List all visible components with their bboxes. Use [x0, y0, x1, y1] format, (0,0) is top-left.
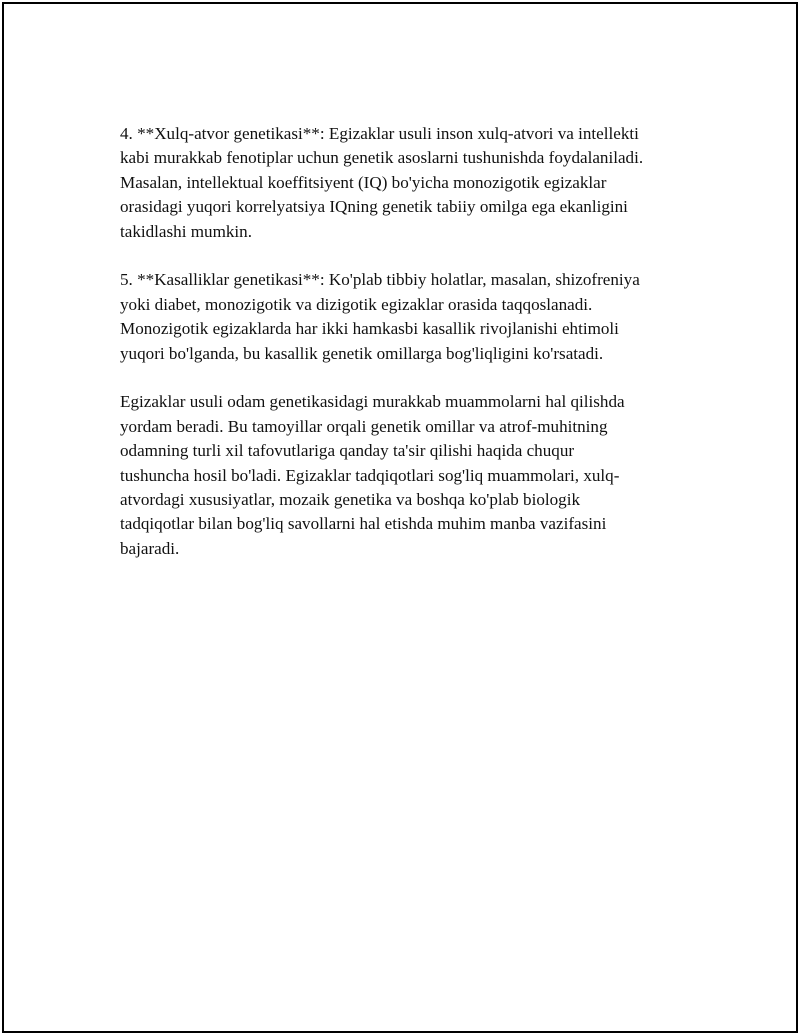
page-frame — [2, 2, 798, 1033]
text-line: yoki diabet, monozigotik va dizigotik egizaklar orasida taqqoslanadi. — [120, 294, 593, 314]
text-line: kabi murakkab fenotiplar uchun genetik asoslarni tushunishda foydalaniladi. — [120, 148, 644, 168]
text-line: takidlashi mumkin. — [120, 221, 252, 241]
text-line: odamning turli xil tafovutlariga qanday ta'sir qilishi haqida chuqur — [120, 441, 575, 461]
paragraph-disease-genetics — [120, 268, 700, 366]
text-line: Monozigotik egizaklarda har ikki hamkasbi kasallik rivojlanishi ehtimoli — [120, 319, 619, 339]
text-line: orasidagi yuqori korrelyatsiya IQning genetik tabiiy omilga ega ekanligini — [120, 197, 628, 217]
text-line: 4. **Xulq-atvor genetikasi**: Egizaklar usuli inson xulq-atvori va intellekti — [120, 124, 639, 143]
text-line: atvordagi xususiyatlar, mozaik genetika va boshqa ko'plab biologik — [120, 490, 581, 510]
text-line: yordam beradi. Bu tamoyillar orqali genetik omillar va atrof-muhitning — [120, 416, 608, 436]
text-line: 5. **Kasalliklar genetikasi**: Ko'plab tibbiy holatlar, masalan, shizofreniya — [120, 270, 640, 290]
text-line: yuqori bo'lganda, bu kasallik genetik omillarga bog'liqligini ko'rsatadi. — [120, 343, 604, 363]
paragraph-conclusion — [120, 390, 700, 561]
text-line: bajaradi. — [120, 538, 180, 558]
text-line: Masalan, intellektual koeffitsiyent (IQ) bo'yicha monozigotik egizaklar — [120, 172, 607, 192]
paragraph-behavior-genetics — [120, 122, 700, 244]
text-line: tushuncha hosil bo'ladi. Egizaklar tadqiqotlari sog'liq muammolari, xulq- — [120, 465, 620, 485]
text-line: Egizaklar usuli odam genetikasidagi murakkab muammolarni hal qilishda — [120, 392, 625, 412]
page-content — [120, 122, 700, 586]
text-line: tadqiqotlar bilan bog'liq savollarni hal etishda muhim manba vazifasini — [120, 514, 607, 534]
